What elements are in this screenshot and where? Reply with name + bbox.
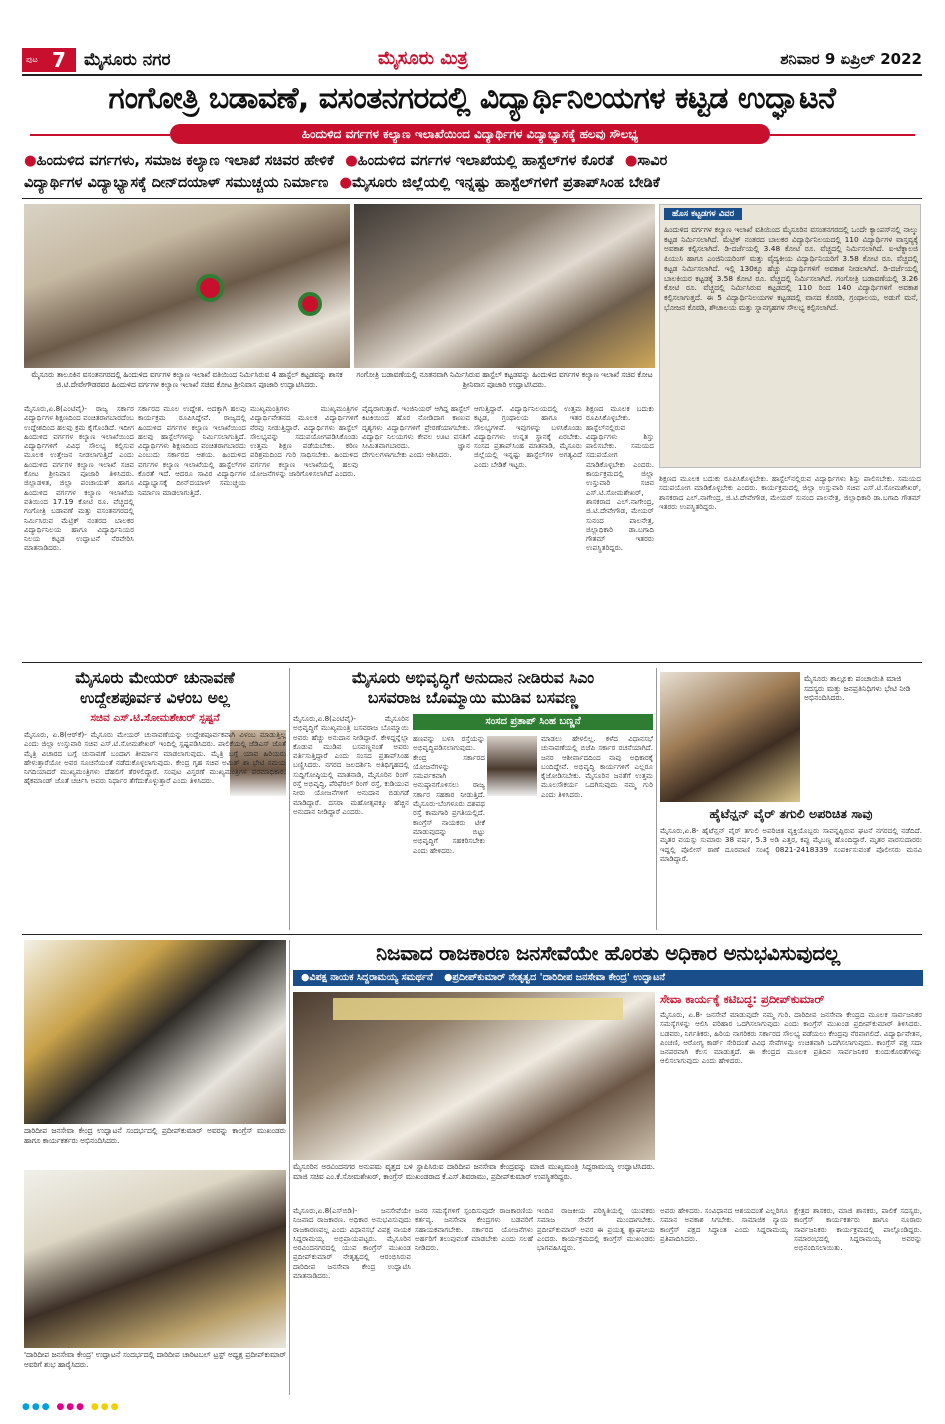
page-number: 7 [52, 48, 66, 72]
section-rule-1 [22, 662, 922, 663]
lead-body-col-3: ಮುಖ್ಯಮಂತ್ರಿಗಳು ಮುಖ್ಯಮಂತ್ರಿಗಳ ವಿದ್ಯಾರ್ಥಿವೇತನದ ಮೂಲಕ ವಿದ್ಯಾರ್ಥಿಗಳಿಗೆ ನೆರವು ನೀಡುತ್ತಿದ್ದಾರೆ. ವಿದ್ಯಾರ್ಥಿಗಳು ಹಾಸ್ಟೆಲ್ ಸೌಲಭ್ಯವನ್ನು ಸದುಪಯೋಗಪಡಿಸಿಕೊಂಡು ಉತ್ತಮ ಶಿಕ್ಷಣ ಪಡೆಯಬೇಕು. ಕಠಿಣ ಪರಿಶ್ರಮದಿಂದ ಗುರಿ ಸಾಧಿಸಬೇಕು. ಹಿಂದುಳಿದ ವರ್ಗಗಳ ಕಲ್ಯಾಣ ಇಲಾಖೆಯಲ್ಲಿ ಹಲವು ಯೋಜನೆಗಳನ್ನು ಜಾರಿಗೊಳಿಸಲಾಗಿದೆ ಎಂದರು. [250, 404, 358, 479]
mayor-headline-2: ಉದ್ದೇಶಪೂರ್ವಕ ವಿಳಂಬ ಅಲ್ಲ [80, 689, 230, 707]
subhead-rule-right [770, 134, 915, 136]
lead-bullets [24, 150, 924, 196]
page-number-badge [22, 48, 76, 72]
cm-tag [413, 714, 653, 730]
bullet-dot: ● [339, 175, 353, 191]
bullet-dot: ● [24, 153, 37, 169]
magenta-dot-icon: ●●● [56, 1402, 86, 1412]
cm-story [293, 668, 653, 930]
cm-headline-2: ಬಸವರಾಜ ಬೊಮ್ಮಾಯಿ ಮುಡಿವ ಬಸವಣ್ಣ [367, 689, 579, 707]
bullet-4: ಮೈಸೂರು ಜಿಲ್ಲೆಯಲ್ಲಿ ಇನ್ನಷ್ಟು ಹಾಸ್ಟೆಲ್‌ಗಳಿಗೆ ಪ್ರತಾಪ್‌ಸಿಂಹ ಬೇಡಿಕೆ [352, 175, 660, 191]
cm-headline-1: ಮೈಸೂರು ಅಭಿವೃದ್ಧಿಗೆ ಅನುದಾನ ನೀಡಿರುವ ಸಿಎಂ [351, 669, 595, 687]
masthead-logo: ಮೈಸೂರು ಮಿತ್ರ [378, 48, 468, 69]
accident-body: ಮೈಸೂರು,ಏ.8- ಹೈಟೆನ್ಷನ್ ವೈರ್ ತಗುಲಿ ಅಪರಿಚಿತ ವ್ಯಕ್ತಿಯೊಬ್ಬರು ಸಾವನ್ನಪ್ಪಿರುವ ಘಟನೆ ನಗರದಲ್ಲಿ ನಡೆದಿದೆ. ಮೃತರ ವಯಸ್ಸು ಸುಮಾರು 38 ವರ್ಷ, 5.3 ಅಡಿ ಎತ್ತರ, ಕಪ್ಪು ಮೈಬಣ್ಣ ಹೊಂದಿದ್ದಾರೆ. ಮೃತರ ವಾರಸುದಾರರು ಇದ್ದಲ್ಲಿ ಪೊಲೀಸ್ ಠಾಣೆ ದೂರವಾಣಿ ಸಂಖ್ಯೆ 0821-2418339 ಸಂಪರ್ಕಿಸುವಂತೆ ಪೊಲೀಸರು ಮನವಿ ಮಾಡಿದ್ದಾರೆ. [660, 826, 922, 863]
cm-body-col-1: ಮೈಸೂರು,ಏ.8(ಎಂಟಿವೈ)- ಮೈಸೂರಿನ ಅಭಿವೃದ್ಧಿಗೆ ಮುಖ್ಯಮಂತ್ರಿ ಬಸವರಾಜ ಬೊಮ್ಮಾಯಿ ಅವರು ಹೆಚ್ಚು ಅನುದಾನ ನೀಡಿದ್ದಾರೆ. ಕೇಳಿದ್ದನ್ನೆಲ್ಲಾ ಕೊಡುವ ಮುಡಿವ ಬಸವಣ್ಣನಂತೆ ಅವರು ವರ್ತಿಸುತ್ತಿದ್ದಾರೆ ಎಂದು ಸಂಸದ ಪ್ರತಾಪ್‌ಸಿಂಹ ಬಣ್ಣಿಸಿದರು. ನಗರದ ಜಲದರ್ಶಿನಿ ಅತಿಥಿಗೃಹದಲ್ಲಿ ಸುದ್ದಿಗೋಷ್ಠಿಯಲ್ಲಿ ಮಾತನಾಡಿ, ಮೈಸೂರಿನ ರಿಂಗ್ ರಸ್ತೆ ಅಭಿವೃದ್ಧಿ, ಪೆರಿಫೆರಲ್ ರಿಂಗ್ ರಸ್ತೆ, ಕುಡಿಯುವ ನೀರು ಯೋಜನೆಗಳಿಗೆ ಅನುದಾನ ಬಿಡುಗಡೆ ಮಾಡಿದ್ದಾರೆ. ದಸರಾ ಮಹೋತ್ಸವಕ್ಕೂ ಹೆಚ್ಚಿನ ಅನುದಾನ ನೀಡಿದ್ದಾರೆ ಎಂದರು. [293, 714, 409, 816]
bullet-3-cont: ವಿದ್ಯಾರ್ಥಿಗಳ ವಿದ್ಯಾಭ್ಯಾಸಕ್ಕೆ ದೀನ್‌ದಯಾಳ್ ಸಮುಚ್ಚಯ ನಿರ್ಮಾಣ [24, 175, 329, 191]
header-rule [22, 74, 922, 76]
lead-body-col-6: ಶಿಕ್ಷಣದ ಮೂಲಕ ಬದುಕು ರೂಪಿಸಿಕೊಳ್ಳಬೇಕು. ಹಾಸ್ಟೆಲ್‌ನಲ್ಲಿರುವ ವಿದ್ಯಾರ್ಥಿಗಳು ಶಿಸ್ತು ಪಾಲಿಸಬೇಕು. ಸಮಯದ ಸದುಪಯೋಗ ಮಾಡಿಕೊಳ್ಳಬೇಕು ಎಂದರು. ಕಾರ್ಯಕ್ರಮದಲ್ಲಿ ಜಿಲ್ಲಾ ಉಸ್ತುವಾರಿ ಸಚಿವ ಎಸ್.ಟಿ.ಸೋಮಶೇಖರ್, ಶಾಸಕರಾದ ಎಲ್.ನಾಗೇಂದ್ರ, ಜಿ.ಟಿ.ದೇವೇಗೌಡ, ಮೇಯರ್ ಸುನಂದ ಪಾಲನೇತ್ರ, ಜಿಲ್ಲಾಧಿಕಾರಿ ಡಾ.ಬಗಾದಿ ಗೌತಮ್ ಇತರರು ಉಪಸ್ಥಿತರಿದ್ದರು. [586, 404, 654, 553]
ribbon-rosette-icon [298, 292, 322, 316]
lead-subhead-text: ಹಿಂದುಳಿದ ವರ್ಗಗಳ ಕಲ್ಯಾಣ ಇಲಾಖೆಯಿಂದ ವಿದ್ಯಾರ್ಥಿಗಳ ವಿದ್ಯಾಭ್ಯಾಸಕ್ಕೆ ಹಲವು ಸೌಲಭ್ಯ [301, 127, 639, 141]
lead-body-col-4: ವೈದ್ಯರಾಗುತ್ತಾರೆ. ಇಂಜಿನಿಯರ್ ಆಗಿದ್ದ ಹಾಸ್ಟೆಲ್ ಕಿಟಕಿಯಿಂದ ಹೊರ ನೋಡಿದಾಗ ಕಾಣುವ ದೃಶ್ಯಗಳು ವಿದ್ಯಾರ್ಥಿಗಳಿಗೆ ಪ್ರೇರಣೆಯಾಗಬೇಕು. ವಿದ್ಯಾರ್ಥಿ ನಿಲಯಗಳು ಕೇವಲ ಊಟ ವಸತಿಗೆ ಸೀಮಿತವಾಗಬಾರದು. ಜ್ಞಾನ ದೇಗುಲಗಳಾಗಬೇಕು ಎಂದು ಆಶಿಸಿದರು. [362, 404, 470, 460]
mayor-headline-1: ಮೈಸೂರು ಮೇಯರ್ ಚುನಾವಣೆ [75, 669, 235, 687]
bullets-rule [22, 198, 922, 199]
hostel-inauguration-photo-1 [24, 204, 350, 368]
politics-photo-caption: ಮೈಸೂರಿನ ಅರವಿಂದನಗರ ಅನುಪಮ ವೃತ್ತದ ಬಳಿ ಸ್ಥಾಪಿಸಿರುವ ದಾರಿದೀಪ ಜನಸೇವಾ ಕೇಂದ್ರವನ್ನು ಮಾಜಿ ಮುಖ್ಯಮಂತ್ರಿ ಸಿದ್ದರಾಮಯ್ಯ ಉದ್ಘಾಟಿಸಿದರು. ಮಾಜಿ ಸಚಿವ ಎಂ.ಕೆ.ಸೋಮಶೇಖರ್, ಕಾಂಗ್ರೆಸ್ ಮುಖಂಡರಾದ ಕೆ.ಎಸ್.ಶಿವರಾಮು, ಪ್ರದೀಪ್‌ಕುಮಾರ್ ಉಪಸ್ಥಿತರಿದ್ದರು. [293, 1162, 655, 1181]
cm-body-col-2: ಹಣವನ್ನು ಬಳಸಿ ರಸ್ತೆಯನ್ನು ಅಭಿವೃದ್ಧಿಪಡಿಸಲಾಗುವುದು. ಕೇಂದ್ರ ಸರ್ಕಾರದ ಯೋಜನೆಗಳನ್ನು ಸಮರ್ಪಕವಾಗಿ ಅನುಷ್ಠಾನಗೊಳಿಸಲು ರಾಜ್ಯ ಸರ್ಕಾರ ಸಹಕಾರ ನೀಡುತ್ತಿದೆ. ಮೈಸೂರು-ಬೆಂಗಳೂರು ದಶಪಥ ರಸ್ತೆ ಕಾಮಗಾರಿ ಪ್ರಗತಿಯಲ್ಲಿದೆ. ಕಾಂಗ್ರೆಸ್ ನಾಯಕರು ಟೀಕೆ ಮಾಡುವುದನ್ನು ಬಿಟ್ಟು ಅಭಿವೃದ್ಧಿಗೆ ಸಹಕರಿಸಬೇಕು ಎಂದು ಹೇಳಿದರು. [413, 734, 485, 855]
pradeep-headline: ಸೇವಾ ಕಾರ್ಯಕ್ಕೆ ಕಟಿಬದ್ಧ: ಪ್ರದೀಪ್‌ಕುಮಾರ್ [660, 992, 825, 1006]
lead-body-col-2: ಸರ್ಕಾರದ ಮೂಲ ಉದ್ದೇಶ. ಅದಕ್ಕಾಗಿ ಹಲವು ಕಾರ್ಯಕ್ರಮ ರೂಪಿಸಿದ್ದೇವೆ. ರಾಜ್ಯದಲ್ಲಿ ಹಿಂದುಳಿದ ವರ್ಗಗಳ ಕಲ್ಯಾಣ ಇಲಾಖೆಯಿಂದ ಹಲವು ಹಾಸ್ಟೆಲ್‌ಗಳನ್ನು ನಿರ್ಮಿಸಲಾಗುತ್ತಿದೆ. ವಿದ್ಯಾರ್ಥಿಗಳು ಶಿಕ್ಷಣದಿಂದ ವಂಚಿತರಾಗಬಾರದು ಎಂಬುದು ಸರ್ಕಾರದ ಆಶಯ. ಹಿಂದುಳಿದ ವರ್ಗಗಳ ಕಲ್ಯಾಣ ಇಲಾಖೆಯಲ್ಲಿ ಹಾಸ್ಟೆಲ್‌ಗಳ ಕೊರತೆ ಇದೆ. ಆದರೂ ಸಾವಿರ ವಿದ್ಯಾರ್ಥಿಗಳ ವಿದ್ಯಾಭ್ಯಾಸಕ್ಕೆ ದೀನ್‌ದಯಾಳ್ ಸಮುಚ್ಚಯ ನಿರ್ಮಾಣ ಮಾಡಲಾಗುತ್ತಿದೆ. [138, 404, 246, 497]
politics-body-col-1: ಮೈಸೂರು,ಏ.8(ಎಸ್‌ಬಿಡಿ)- ಜನಸೇವೆಯೇ ನಿಜವಾದ ರಾಜಕಾರಣ. ಅಧಿಕಾರ ಅನುಭವಿಸುವುದು ರಾಜಕಾರಣವಲ್ಲ ಎಂದು ವಿಧಾನಸಭೆ ವಿಪಕ್ಷ ನಾಯಕ ಸಿದ್ದರಾಮಯ್ಯ ಅಭಿಪ್ರಾಯಪಟ್ಟರು. ಮೈಸೂರಿನ ಅರವಿಂದನಗರದಲ್ಲಿ ಯುವ ಕಾಂಗ್ರೆಸ್ ಮುಖಂಡ ಪ್ರದೀಪ್‌ಕುಮಾರ್ ನೇತೃತ್ವದಲ್ಲಿ ಆರಂಭಿಸಿರುವ ದಾರಿದೀಪ ಜನಸೇವಾ ಕೇಂದ್ರ ಉದ್ಘಾಟಿಸಿ ಮಾತನಾಡಿದರು. [293, 1206, 411, 1281]
mayor-byline: ಸಚಿವ ಎಸ್.ಟಿ.ಸೋಮಶೇಖರ್ ಸ್ಪಷ್ಟನೆ [90, 712, 220, 724]
politics-headline: ನಿಜವಾದ ರಾಜಕಾರಣ ಜನಸೇವೆಯೇ ಹೊರತು ಅಧಿಕಾರ ಅನುಭವಿಸುವುದಲ್ಲ [376, 941, 840, 965]
bullet-1: ಹಿಂದುಳಿದ ವರ್ಗಗಳು, ಸಮಾಜ ಕಲ್ಯಾಣ ಇಲಾಖೆ ಸಚಿವರ ಹೇಳಿಕೆ [36, 153, 335, 169]
bullet-3: ಸಾವಿರ [637, 153, 668, 169]
pradeep-body: ಮೈಸೂರು, ಏ.8- ಜನಸೇವೆ ಮಾಡುವುದೇ ನಮ್ಮ ಗುರಿ. ದಾರಿದೀಪ ಜನಸೇವಾ ಕೇಂದ್ರದ ಮೂಲಕ ಸಾರ್ವಜನಿಕರ ಸಮಸ್ಯೆಗಳನ್ನು ಆಲಿಸಿ ಪರಿಹಾರ ಒದಗಿಸಲಾಗುವುದು ಎಂದು ಕಾಂಗ್ರೆಸ್ ಮುಖಂಡ ಪ್ರದೀಪ್‌ಕುಮಾರ್ ತಿಳಿಸಿದರು. ಬಡವರು, ನಿರ್ಗತಿಕರು, ಹಿರಿಯ ನಾಗರಿಕರು ಸರ್ಕಾರದ ಸೌಲಭ್ಯ ಪಡೆಯಲು ಕೇಂದ್ರವು ನೆರವಾಗಲಿದೆ. ವಿದ್ಯಾರ್ಥಿವೇತನ, ಪಿಂಚಣಿ, ಆರೋಗ್ಯ ಕಾರ್ಡ್ ಸೇರಿದಂತೆ ವಿವಿಧ ಸೇವೆಗಳನ್ನು ಉಚಿತವಾಗಿ ಒದಗಿಸಲಾಗುವುದು. ಕಾಂಗ್ರೆಸ್ ಪಕ್ಷ ಸದಾ ಜನಪರವಾಗಿ ಕೆಲಸ ಮಾಡುತ್ತದೆ. ಈ ಕೇಂದ್ರದ ಮೂಲಕ ಪ್ರತಿದಿನ ಸಾರ್ವಜನಿಕರ ಕುಂದುಕೊರತೆಗಳನ್ನು ಆಲಿಸಲಾಗುವುದು ಎಂದು ಹೇಳಿದರು. [660, 1010, 922, 1066]
banner-strip [333, 998, 623, 1020]
felicitation-caption-2: 'ದಾರಿದೀಪ ಜನಸೇವಾ ಕೇಂದ್ರ' ಉದ್ಘಾಟನೆ ಸಂದರ್ಭದಲ್ಲಿ ದಾರಿದೀಪ ಚಾರಿಟಬಲ್ ಟ್ರಸ್ಟ್ ಅಧ್ಯಕ್ಷ ಪ್ರದೀಪ್‌ಕುಮಾರ್ ಅವರಿಗೆ ಶುಭ ಹಾರೈಸಿದರು. [24, 1350, 286, 1369]
divider-v1 [289, 668, 290, 930]
bullet-dot: ● [624, 153, 638, 169]
politics-body-col-2: ಜನರ ಸಮಸ್ಯೆಗಳಿಗೆ ಸ್ಪಂದಿಸುವುದೇ ರಾಜಕಾರಣಿಯ ಕರ್ತವ್ಯ. ಜನಸೇವಾ ಕೇಂದ್ರಗಳು ಬಡವರಿಗೆ ಸಹಾಯಕವಾಗಬೇಕು. ಸರ್ಕಾರದ ಯೋಜನೆಗಳು ಅರ್ಹರಿಗೆ ತಲುಪುವಂತೆ ಮಾಡಬೇಕು ಎಂದು ಸಲಹೆ ನೀಡಿದರು. [415, 1206, 533, 1253]
subhead-rule-left [30, 134, 170, 136]
sidebar-tag-text: ಹೊಸ ಕಟ್ಟಡಗಳ ವಿವರ [672, 209, 735, 219]
politics-sub-2: ಪ್ರದೀಪ್‌ಕುಮಾರ್ ನೇತೃತ್ವದ 'ದಾರಿದೀಪ ಜನಸೇವಾ ಕೇಂದ್ರ' ಉದ್ಘಾಟನೆ [452, 972, 666, 983]
registration-marks [22, 1402, 922, 1412]
felicitation-caption-1: ದಾರಿದೀಪ ಜನಸೇವಾ ಕೇಂದ್ರ ಉದ್ಘಾಟನೆ ಸಂದರ್ಭದಲ್ಲಿ ಪ್ರದೀಪ್‌ಕುಮಾರ್ ಅವರನ್ನು ಕಾಂಗ್ರೆಸ್ ಮುಖಂಡರು ಹಾಗೂ ಕಾರ್ಯಕರ್ತರು ಅಭಿನಂದಿಸಿದರು. [24, 1126, 286, 1145]
sidebar-tag [664, 208, 742, 220]
mp-portrait [487, 736, 537, 796]
accident-headline: ಹೈಟೆನ್ಷನ್ ವೈರ್ ತಗುಲಿ ಅಪರಿಚಿತ ಸಾವು [709, 806, 873, 821]
divider-v2 [656, 668, 657, 930]
lead-body-col-7: ಶಿಕ್ಷಣದ ಮೂಲಕ ಬದುಕು ರೂಪಿಸಿಕೊಳ್ಳಬೇಕು. ಹಾಸ್ಟೆಲ್‌ನಲ್ಲಿರುವ ವಿದ್ಯಾರ್ಥಿಗಳು ಶಿಸ್ತು ಪಾಲಿಸಬೇಕು. ಸಮಯದ ಸದುಪಯೋಗ ಮಾಡಿಕೊಳ್ಳಬೇಕು ಎಂದರು. ಕಾರ್ಯಕ್ರಮದಲ್ಲಿ ಜಿಲ್ಲಾ ಉಸ್ತುವಾರಿ ಸಚಿವ ಎಸ್.ಟಿ.ಸೋಮಶೇಖರ್, ಶಾಸಕರಾದ ಎಲ್.ನಾಗೇಂದ್ರ, ಜಿ.ಟಿ.ದೇವೇಗೌಡ, ಮೇಯರ್ ಸುನಂದ ಪಾಲನೇತ್ರ, ಜಿಲ್ಲಾಧಿಕಾರಿ ಡಾ.ಬಗಾದಿ ಗೌತಮ್ ಇತರರು ಉಪಸ್ಥಿತರಿದ್ದರು. [659, 474, 921, 511]
lead-body-col-1: ಮೈಸೂರು,ಏ.8(ಎಂಟಿವೈ)- ರಾಜ್ಯ ಸರ್ಕಾರ ವಿದ್ಯಾರ್ಥಿಗಳ ಶಿಕ್ಷಣದಿಂದ ವಂಚಿತರಾಗಬಾರದೆಂಬ ಉದ್ದೇಶದಿಂದ ಹಲವು ಕ್ರಮ ಕೈಗೊಂಡಿದೆ. ಇದೀಗ ಹಿಂದುಳಿದ ವರ್ಗಗಳ ಕಲ್ಯಾಣ ಇಲಾಖೆಯಿಂದ ವಿದ್ಯಾರ್ಥಿಗಳಿಗೆ ವಿವಿಧ ಸೌಲಭ್ಯ ಕಲ್ಪಿಸುವ ಮೂಲಕ ಉತ್ತೇಜನ ನೀಡಲಾಗುತ್ತಿದೆ ಎಂದು ಹಿಂದುಳಿದ ವರ್ಗಗಳ ಕಲ್ಯಾಣ ಇಲಾಖೆ ಸಚಿವ ಕೋಟ ಶ್ರೀನಿವಾಸ ಪೂಜಾರಿ ತಿಳಿಸಿದರು. ಜಿಲ್ಲಾಡಳಿತ, ಜಿಲ್ಲಾ ಪಂಚಾಯತ್ ಹಾಗೂ ಹಿಂದುಳಿದ ವರ್ಗಗಳ ಕಲ್ಯಾಣ ಇಲಾಖೆಯ ವತಿಯಿಂದ 17.19 ಕೋಟಿ ರೂ. ವೆಚ್ಚದಲ್ಲಿ ಗಂಗೋತ್ರಿ ಬಡಾವಣೆ ಮತ್ತು ವಸಂತನಗರದಲ್ಲಿ ನಿರ್ಮಿಸಿರುವ ಮೆಟ್ರಿಕ್ ನಂತರದ ಬಾಲಕರ ವಿದ್ಯಾರ್ಥಿನಿಲಯ ಹಾಗೂ ವಿದ್ಯಾರ್ಥಿನಿಯರ ನಿಲಯ ಕಟ್ಟಡ ಉದ್ಘಾಟನೆ ನೆರವೇರಿಸಿ ಮಾತನಾಡಿದರು. [24, 404, 134, 553]
felicitation-photo-2 [24, 1170, 286, 1348]
section-name: ಮೈಸೂರು ನಗರ [84, 50, 171, 70]
tribute-photo [660, 672, 800, 802]
new-buildings-sidebar [659, 204, 921, 468]
mayor-story [24, 668, 286, 930]
bullet-2: ಹಿಂದುಳಿದ ವರ್ಗಗಳ ಇಲಾಖೆಯಲ್ಲಿ ಹಾಸ್ಟೆಲ್‌ಗಳ ಕೊರತೆ [357, 153, 614, 169]
mayor-body: ಮೈಸೂರು, ಏ.8(ಆರ್‌ಕೆ)- ಮೈಸೂರು ಮೇಯರ್ ಚುನಾವಣೆಯನ್ನು ಉದ್ದೇಶಪೂರ್ವಕವಾಗಿ ವಿಳಂಬ ಮಾಡುತ್ತಿಲ್ಲ ಎಂದು ಜಿಲ್ಲಾ ಉಸ್ತುವಾರಿ ಸಚಿವ ಎಸ್.ಟಿ.ಸೋಮಶೇಖರ್ ಇಂದಿಲ್ಲಿ ಸ್ಪಷ್ಟಪಡಿಸಿದರು. ಪಾಲಿಕೆಯಲ್ಲಿ ಜೆಡಿಎಸ್ ಜೊತೆ ಮೈತ್ರಿ ವಿಚಾರದ ಬಗ್ಗೆ ಚುನಾವಣೆ ಬಂದಾಗ ತೀರ್ಮಾನ ಮಾಡಲಾಗುವುದು. ಮೈತ್ರಿ ಬಗ್ಗೆ ಯಾವ ಹಿರಿಯರು ಹೇಳುತ್ತಾರೆಯೋ ಅವರ ಸೂಚನೆಯಂತೆ ನಡೆದುಕೊಳ್ಳಲಾಗುವುದು. ಕೇಂದ್ರ ಗೃಹ ಸಚಿವ ಅಮಿತ್ ಶಾ ಭೇಟಿ ಸಮಯ ನಿಗದಿಯಾದರೆ ಮುಖ್ಯಮಂತ್ರಿಗಳು ದೆಹಲಿಗೆ ತೆರಳಲಿದ್ದಾರೆ. ಸಂಪುಟ ವಿಸ್ತರಣೆ ಮುಖ್ಯಮಂತ್ರಿಗಳ ಪರಮಾಧಿಕಾರ. ಹೈಕಮಾಂಡ್ ಜೊತೆ ಚರ್ಚಿಸಿ ಅವರು ನಿರ್ಧಾರ ತೆಗೆದುಕೊಳ್ಳುತ್ತಾರೆ ಎಂದು ತಿಳಿಸಿದರು. [24, 730, 286, 786]
photo-2-caption: ಗಂಗೋತ್ರಿ ಬಡಾವಣೆಯಲ್ಲಿ ನೂತನವಾಗಿ ನಿರ್ಮಿಸಿರುವ ಹಾಸ್ಟೆಲ್ ಕಟ್ಟಡವನ್ನು ಹಿಂದುಳಿದ ವರ್ಗಗಳ ಕಲ್ಯಾಣ ಇಲಾಖೆ ಸಚಿವ ಕೋಟ ಶ್ರೀನಿವಾಸ ಪೂಜಾರಿ ಉದ್ಘಾಟಿಸಿದರು. [356, 370, 653, 389]
politics-subheads [293, 970, 923, 986]
jansewa-inauguration-photo [293, 992, 655, 1160]
bullet-row-2 [24, 172, 660, 194]
sidebar-text: ಹಿಂದುಳಿದ ವರ್ಗಗಳ ಕಲ್ಯಾಣ ಇಲಾಖೆ ವತಿಯಿಂದ ಮೈಸೂರಿನ ವಸಂತನಗರದಲ್ಲಿ ಒಂದೇ ಕ್ಯಾಂಪಸ್‌ನಲ್ಲಿ ನಾಲ್ಕು ಕಟ್ಟಡ ನಿರ್ಮಿಸಲಾಗಿದೆ. ಮೆಟ್ರಿಕ್ ನಂತರದ ಬಾಲಕರ ವಿದ್ಯಾರ್ಥಿನಿಲಯದಲ್ಲಿ 110 ವಿದ್ಯಾರ್ಥಿಗಳ ವಾಸ್ತವ್ಯಕ್ಕೆ ಅವಕಾಶ ಕಲ್ಪಿಸಲಾಗಿದೆ. ಡಿ-ದರ್ಜೆಯಲ್ಲಿ 3.48 ಕೋಟಿ ರೂ. ವೆಚ್ಚದಲ್ಲಿ ನಿರ್ಮಿಸಲಾಗಿದೆ. ಐ-ಟೆಕ್ನಾಲಜಿ ಪಿಯುಸಿ ಹಾಗೂ ಎಂಜಿನಿಯರಿಂಗ್ ಮತ್ತು ವೈದ್ಯಕೀಯ ವಿದ್ಯಾರ್ಥಿನಿಯರಿಗೆ 3.58 ಕೋಟಿ ರೂ. ವೆಚ್ಚದಲ್ಲಿ ಕಟ್ಟಡ ನಿರ್ಮಿಸಲಾಗಿದೆ. ಇಲ್ಲಿ 130ಕ್ಕೂ ಹೆಚ್ಚು ವಿದ್ಯಾರ್ಥಿಗಳಿಗೆ ಅವಕಾಶ ನೀಡಲಾಗಿದೆ. ಡಿ-ದರ್ಜೆಯಲ್ಲಿ ಬಾಲಕಿಯರ ಕಟ್ಟಡಕ್ಕೆ 3.58 ಕೋಟಿ ರೂ. ವೆಚ್ಚದಲ್ಲಿ ನಿರ್ಮಿಸಲಾಗಿದೆ. ಗಂಗೋತ್ರಿ ಬಡಾವಣೆಯಲ್ಲಿ 3.26 ಕೋಟಿ ರೂ. ವೆಚ್ಚದಲ್ಲಿ ನಿರ್ಮಿಸಿರುವ ಕಟ್ಟಡದಲ್ಲಿ 110 ರಿಂದ 140 ವಿದ್ಯಾರ್ಥಿಗಳಿಗೆ ಅವಕಾಶ ಕಲ್ಪಿಸಲಾಗುತ್ತದೆ. ಈ 5 ವಿದ್ಯಾರ್ಥಿನಿಲಯಗಳ ಕಟ್ಟಡದಲ್ಲಿ ವಾಸದ ಕೊಠಡಿ, ಗ್ರಂಥಾಲಯ, ಅಡುಗೆ ಮನೆ, ಭೋಜನ ಕೊಠಡಿ, ಶೌಚಾಲಯ ಮತ್ತು ಸ್ನಾನಗೃಹಗಳ ಸೌಲಭ್ಯ ಕಲ್ಪಿಸಲಾಗಿದೆ. [664, 225, 918, 312]
hostel-inauguration-photo-2 [354, 204, 655, 368]
lead-headline: ಗಂಗೋತ್ರಿ ಬಡಾವಣೆ, ವಸಂತನಗರದಲ್ಲಿ ವಿದ್ಯಾರ್ಥಿನಿಲಯಗಳ ಕಟ್ಟಡ ಉದ್ಘಾಟನೆ [108, 81, 836, 116]
page-header [22, 48, 922, 72]
bullet-dot: ● [345, 153, 358, 169]
cyan-dot-icon: ●●● [22, 1402, 52, 1412]
politics-sub-1: ವಿಪಕ್ಷ ನಾಯಕ ಸಿದ್ದರಾಮಯ್ಯ ಸಮರ್ಥನೆ [309, 972, 433, 983]
divider-v3 [289, 940, 290, 1395]
issue-date: ಶನಿವಾರ 9 ಏಪ್ರಿಲ್ 2022 [780, 50, 922, 68]
tribute-caption: ಮೈಸೂರು ತಾಲ್ಲೂಕು ಪಂಚಾಯಿತಿ ಮಾಜಿ ಸದಸ್ಯರು ಮತ್ತು ಜನಪ್ರತಿನಿಧಿಗಳು ಭೇಟಿ ನೀಡಿ ಅಭಿನಂದಿಸಿದರು. [804, 674, 911, 703]
yellow-dot-icon: ●●● [90, 1402, 121, 1412]
bullet-row-1 [24, 150, 667, 172]
sub-bullet: ● [301, 972, 310, 983]
cm-tag-text: ಸಂಸದ ಪ್ರತಾಪ್ ಸಿಂಹ ಬಣ್ಣನೆ [485, 716, 581, 727]
felicitation-photo-1 [24, 940, 286, 1124]
cm-body-col-3: ಮಾಡಲು ಹೇಳಲಿಲ್ಲ. ಕಳೆದ ವಿಧಾನಸಭೆ ಚುನಾವಣೆಯಲ್ಲಿ ಬಿಜೆಪಿ ಸರ್ಕಾರ ರಚನೆಯಾಗಿದೆ. ಜನರ ಆಶೀರ್ವಾದದಿಂದ ನಾವು ಅಧಿಕಾರಕ್ಕೆ ಬಂದಿದ್ದೇವೆ. ಅಭಿವೃದ್ಧಿ ಕಾರ್ಯಗಳಿಗೆ ಎಲ್ಲರೂ ಕೈಜೋಡಿಸಬೇಕು. ಮೈಸೂರಿನ ಜನತೆಗೆ ಉತ್ತಮ ಮೂಲಸೌಕರ್ಯ ಒದಗಿಸುವುದು ನಮ್ಮ ಗುರಿ ಎಂದು ತಿಳಿಸಿದರು. [541, 734, 653, 799]
section-rule-2 [22, 934, 922, 935]
pradeep-sidebar [660, 992, 922, 1204]
photo-1-caption: ಮೈಸೂರು ತಾಲೂಕಿನ ವಸಂತನಗರದಲ್ಲಿ ಹಿಂದುಳಿದ ವರ್ಗಗಳ ಕಲ್ಯಾಣ ಇಲಾಖೆ ವತಿಯಿಂದ ನಿರ್ಮಿಸಿರುವ 4 ಹಾಸ್ಟೆಲ್ ಕಟ್ಟಡವನ್ನು ಶಾಸಕ ಜಿ.ಟಿ.ದೇವೇಗೌಡರವರ ಹಿಂದುಳಿದ ವರ್ಗಗಳ ಕಲ್ಯಾಣ ಇಲಾಖೆ ಸಚಿವ ಕೋಟ ಶ್ರೀನಿವಾಸ ಪೂಜಾರಿ ಉದ್ಘಾಟಿಸಿದರು. [31, 370, 343, 389]
politics-body-col-5: ಕ್ಷೇತ್ರದ ಶಾಸಕರು, ಮಾಜಿ ಶಾಸಕರು, ಪಾಲಿಕೆ ಸದಸ್ಯರು, ಕಾಂಗ್ರೆಸ್ ಕಾರ್ಯಕರ್ತರು ಹಾಗೂ ನೂರಾರು ಸಾರ್ವಜನಿಕರು ಕಾರ್ಯಕ್ರಮದಲ್ಲಿ ಪಾಲ್ಗೊಂಡಿದ್ದರು. ಸಮಾರಂಭದಲ್ಲಿ ಸಿದ್ದರಾಮಯ್ಯ ಅವರನ್ನು ಅಭಿನಂದಿಸಲಾಯಿತು. [794, 1206, 922, 1253]
lead-subhead [170, 124, 770, 144]
sub-bullet: ● [444, 972, 453, 983]
page-label: ಪುಟ [26, 55, 38, 64]
politics-body-col-3: ಇಂದಿನ ರಾಜಕೀಯ ಪರಿಸ್ಥಿತಿಯಲ್ಲಿ ಯುವಕರು ಸಮಾಜ ಸೇವೆಗೆ ಮುಂದಾಗಬೇಕು. ಪ್ರದೀಪ್‌ಕುಮಾರ್ ಅವರ ಈ ಪ್ರಯತ್ನ ಶ್ಲಾಘನೀಯ ಎಂದರು. ಕಾರ್ಯಕ್ರಮದಲ್ಲಿ ಕಾಂಗ್ರೆಸ್ ಮುಖಂಡರು ಭಾಗವಹಿಸಿದ್ದರು. [537, 1206, 655, 1253]
ribbon-rosette-icon [196, 274, 224, 302]
politics-body-col-4: ಅವರು ಹೇಳಿದರು. ಸಂವಿಧಾನದ ಆಶಯದಂತೆ ಎಲ್ಲರಿಗೂ ಸಮಾನ ಅವಕಾಶ ಸಿಗಬೇಕು. ಸಾಮಾಜಿಕ ನ್ಯಾಯ ಕಾಂಗ್ರೆಸ್ ಪಕ್ಷದ ಸಿದ್ಧಾಂತ ಎಂದು ಸಿದ್ದರಾಮಯ್ಯ ಪ್ರತಿಪಾದಿಸಿದರು. [660, 1206, 788, 1243]
lead-body-col-5: ಆಗುತ್ತಿದ್ದಾರೆ. ವಿದ್ಯಾರ್ಥಿನಿಲಯದಲ್ಲಿ ಉತ್ತಮ ಕಟ್ಟಡ, ಗ್ರಂಥಾಲಯ ಹಾಗೂ ಇತರ ಸೌಲಭ್ಯಗಳಿವೆ. ಇವುಗಳನ್ನು ಬಳಸಿಕೊಂಡು ವಿದ್ಯಾರ್ಥಿಗಳು ಉನ್ನತ ಸ್ಥಾನಕ್ಕೆ ಏರಬೇಕು. ಸಂಸದ ಪ್ರತಾಪ್‌ಸಿಂಹ ಮಾತನಾಡಿ, ಮೈಸೂರು ಜಿಲ್ಲೆಯಲ್ಲಿ ಇನ್ನಷ್ಟು ಹಾಸ್ಟೆಲ್‌ಗಳ ಅಗತ್ಯವಿದೆ ಎಂದು ಬೇಡಿಕೆ ಇಟ್ಟರು. [474, 404, 582, 469]
